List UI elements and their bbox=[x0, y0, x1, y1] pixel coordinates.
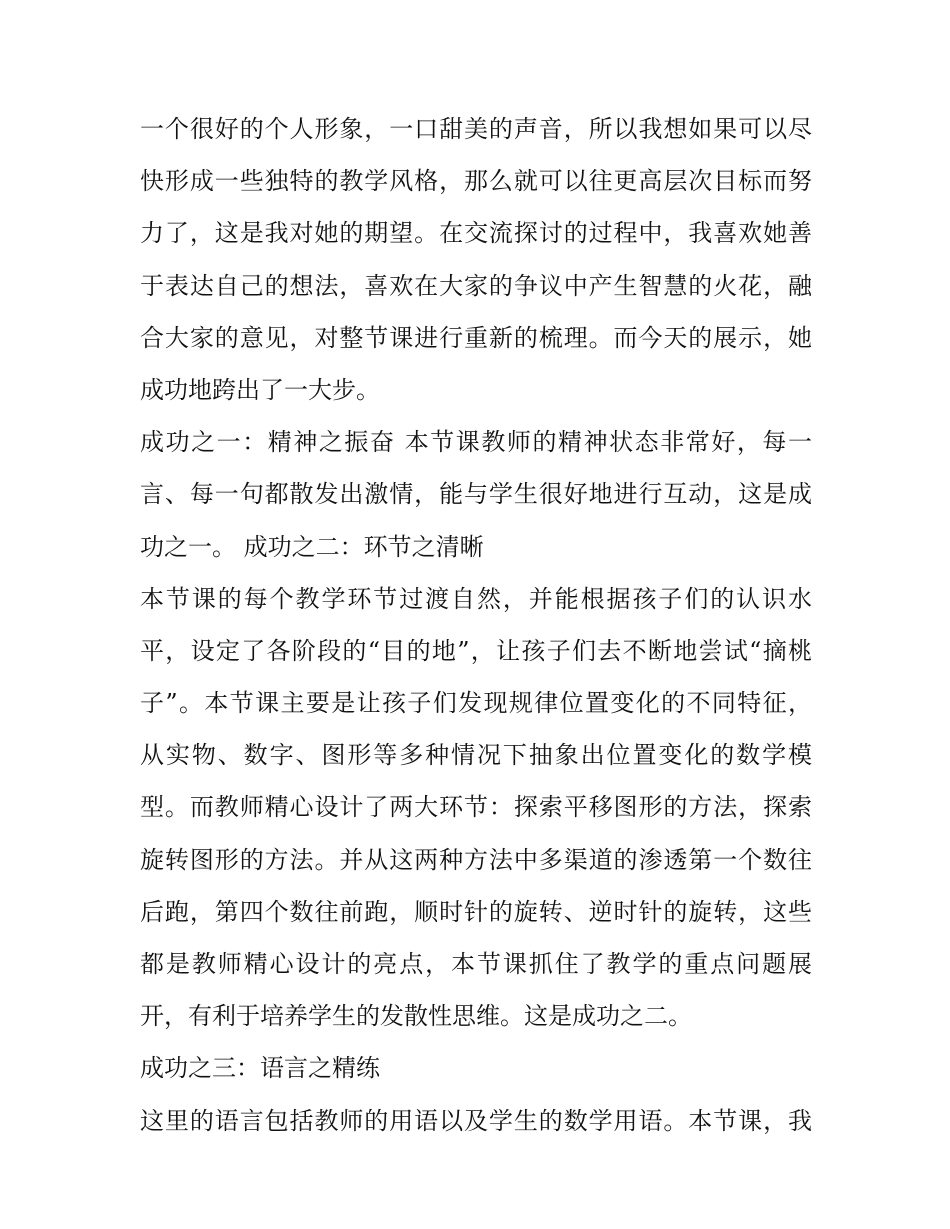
text-line: 成功之一：精神之振奋 本节课教师的精神状态非常好，每一 bbox=[140, 428, 812, 457]
text-line: 型。而教师精心设计了两大环节：探索平移图形的方法，探索 bbox=[140, 793, 812, 822]
text-line: 平，设定了各阶段的“目的地”，让孩子们去不断地尝试“摘桃 bbox=[140, 636, 812, 665]
text-line: 合大家的意见，对整节课进行重新的梳理。而今天的展示，她 bbox=[140, 323, 812, 352]
text-line: 力了，这是我对她的期望。在交流探讨的过程中，我喜欢她善 bbox=[140, 219, 812, 248]
text-line: 快形成一些独特的教学风格，那么就可以往更高层次目标而努 bbox=[140, 167, 812, 196]
text-line: 从实物、数字、图形等多种情况下抽象出位置变化的数学模 bbox=[140, 741, 812, 770]
text-line: 言、每一句都散发出激情，能与学生很好地进行互动，这是成 bbox=[140, 480, 812, 509]
text-line: 这里的语言包括教师的用语以及学生的数学用语。本节课，我 bbox=[140, 1106, 812, 1135]
text-line: 旋转图形的方法。并从这两种方法中多渠道的渗透第一个数往 bbox=[140, 845, 812, 874]
text-line: 成功之三：语言之精练 bbox=[140, 1054, 380, 1083]
text-line: 后跑，第四个数往前跑，顺时针的旋转、逆时针的旋转，这些 bbox=[140, 897, 812, 926]
text-line: 于表达自己的想法，喜欢在大家的争议中产生智慧的火花，融 bbox=[140, 271, 812, 300]
text-line: 功之一。 成功之二：环节之清晰 bbox=[140, 532, 484, 561]
document-body bbox=[140, 103, 812, 1147]
text-line: 都是教师精心设计的亮点，本节课抓住了教学的重点问题展 bbox=[140, 950, 812, 978]
text-line: 一个很好的个人形象，一口甜美的声音，所以我想如果可以尽 bbox=[140, 115, 812, 143]
text-line: 本节课的每个教学环节过渡自然，并能根据孩子们的认识水 bbox=[140, 584, 812, 613]
text-line: 开，有利于培养学生的发散性思维。这是成功之二。 bbox=[140, 1002, 692, 1031]
text-line: 子”。本节课主要是让孩子们发现规律位置变化的不同特征， bbox=[140, 689, 812, 718]
text-line: 成功地跨出了一大步。 bbox=[140, 375, 380, 404]
